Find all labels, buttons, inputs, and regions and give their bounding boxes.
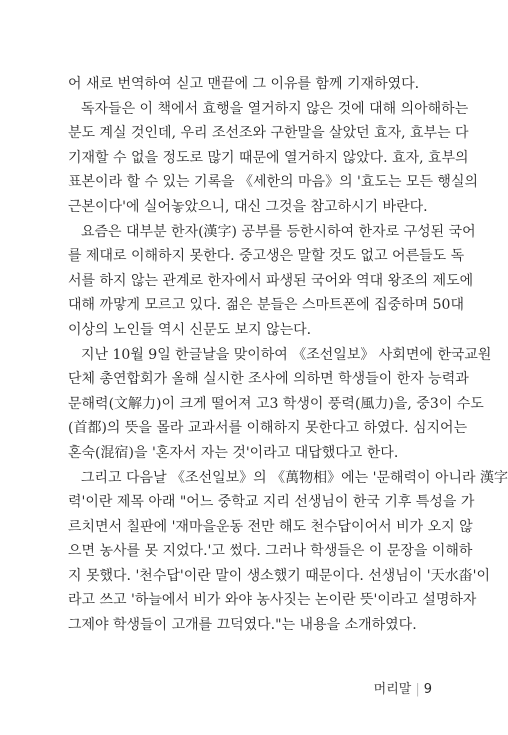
text-line: 문해력(文解力)이 크게 떨어져 고3 학생이 풍력(風力)을, 중3이 수도 — [68, 395, 484, 412]
text-line: 지 못했다. '천수답'이란 말이 생소했기 때문이다. 선생님이 '天水畓'이 — [68, 567, 491, 584]
text-line: 기재할 수 없을 정도로 많기 때문에 열거하지 않았다. 효자, 효부의 — [68, 149, 469, 166]
text-line: 이상의 노인들 역시 신문도 보지 않는다. — [68, 321, 312, 338]
text-line: 라고 쓰고 '하늘에서 비가 와야 농사짓는 논이란 뜻'이라고 설명하자 — [68, 592, 477, 609]
text-line: 대해 까맣게 모르고 있다. 젊은 분들은 스마트폰에 집중하며 50대 — [68, 297, 464, 314]
text-line: 력'이란 제목 아래 "어느 중학교 지리 선생님이 한국 기후 특성을 가 — [68, 494, 475, 511]
text-line: (首都)의 뜻을 몰라 교과서를 이해하지 못한다고 하였다. 심지어는 — [68, 420, 468, 437]
text-line: 으면 농사를 못 지었다.'고 썼다. 그러나 학생들은 이 문장을 이해하 — [68, 543, 473, 560]
text-line: 혼숙(混宿)을 '혼자서 자는 것'이라고 대답했다고 한다. — [68, 444, 399, 461]
text-line: 표본이라 할 수 있는 기록을 《세한의 마음》의 '효도는 모든 행실의 — [68, 174, 478, 191]
text-line: 어 새로 번역하여 싣고 맨끝에 그 이유를 함께 기재하였다. — [68, 76, 420, 92]
text-line: 그리고 다음날 《조선일보》의 《萬物相》에는 '문해력이 아니라 漢字 — [81, 469, 508, 486]
text-line: 근본이다'에 실어놓았으니, 대신 그것을 참고하시기 바란다. — [68, 198, 428, 215]
text-line: 단체 총연합회가 올해 실시한 조사에 의하면 학생들이 한자 능력과 — [68, 371, 469, 388]
footer-separator: | — [415, 682, 420, 697]
text-line: 그제야 학생들이 고개를 끄덕였다."는 내용을 소개하였다. — [68, 617, 417, 634]
page-number: 9 — [423, 682, 432, 697]
section-title: 머리말 — [373, 682, 412, 697]
text-line: 분도 계실 것인데, 우리 조선조와 구한말을 살았던 효자, 효부는 다 — [68, 125, 469, 142]
text-line: 독자들은 이 책에서 효행을 열거하지 않은 것에 대해 의아해하는 — [81, 100, 469, 117]
text-line: 르치면서 칠판에 '재마을운동 전만 해도 천수답이어서 비가 오지 않 — [68, 518, 473, 535]
text-line: 요즘은 대부분 한자(漢字) 공부를 등한시하여 한자로 구성된 국어 — [81, 223, 476, 240]
text-line: 를 제대로 이해하지 못한다. 중고생은 말할 것도 없고 어른들도 독 — [68, 248, 465, 265]
page-footer — [374, 678, 432, 697]
text-line: 서를 하지 않는 관계로 한자에서 파생된 국어와 역대 왕조의 제도에 — [68, 272, 474, 289]
body-text — [68, 72, 508, 638]
text-line: 지난 10월 9일 한글날을 맞이하여 《조선일보》 사회면에 한국교원 — [81, 346, 492, 363]
